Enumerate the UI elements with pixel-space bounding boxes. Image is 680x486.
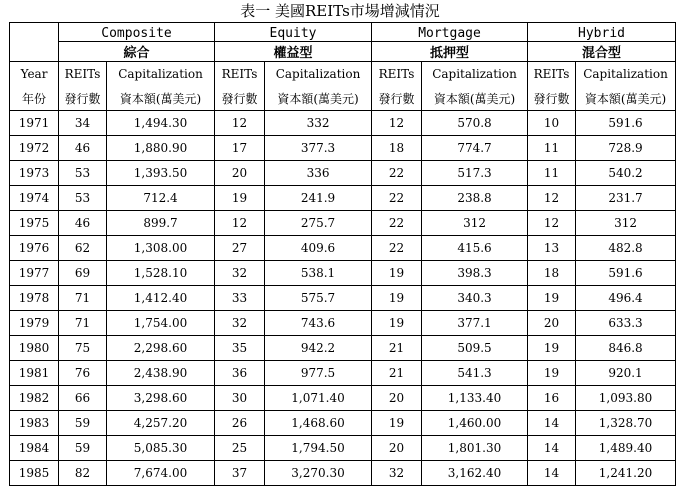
- value-cell: 12: [372, 111, 422, 136]
- value-cell: 712.4: [107, 186, 215, 211]
- value-cell: 2,438.90: [107, 361, 215, 386]
- value-cell: 774.7: [422, 136, 528, 161]
- header-cap: Capitalization: [576, 62, 676, 87]
- value-cell: 538.1: [265, 261, 372, 286]
- category-composite-zh: 綜合: [59, 42, 215, 62]
- value-cell: 19: [372, 261, 422, 286]
- value-cell: 59: [59, 436, 107, 461]
- value-cell: 633.3: [576, 311, 676, 336]
- value-cell: 19: [372, 411, 422, 436]
- value-cell: 743.6: [265, 311, 372, 336]
- value-cell: 37: [215, 461, 265, 486]
- value-cell: 377.1: [422, 311, 528, 336]
- value-cell: 540.2: [576, 161, 676, 186]
- header-year: Year: [10, 62, 59, 87]
- value-cell: 69: [59, 261, 107, 286]
- value-cell: 19: [372, 311, 422, 336]
- table-row: [10, 111, 676, 136]
- table-row: [10, 286, 676, 311]
- value-cell: 75: [59, 336, 107, 361]
- value-cell: 34: [59, 111, 107, 136]
- value-cell: 728.9: [576, 136, 676, 161]
- value-cell: 312: [422, 211, 528, 236]
- value-cell: 14: [528, 436, 576, 461]
- reits-table: [9, 22, 676, 486]
- header-reits: REITs: [59, 62, 107, 87]
- value-cell: 920.1: [576, 361, 676, 386]
- header-cap-zh: 資本額(萬美元): [265, 86, 372, 111]
- value-cell: 509.5: [422, 336, 528, 361]
- year-cell: 1985: [10, 461, 59, 486]
- year-cell: 1972: [10, 136, 59, 161]
- value-cell: 27: [215, 236, 265, 261]
- value-cell: 33: [215, 286, 265, 311]
- value-cell: 1,133.40: [422, 386, 528, 411]
- value-cell: 275.7: [265, 211, 372, 236]
- value-cell: 541.3: [422, 361, 528, 386]
- year-cell: 1983: [10, 411, 59, 436]
- header-reits: REITs: [528, 62, 576, 87]
- header-cap-zh: 資本額(萬美元): [576, 86, 676, 111]
- value-cell: 11: [528, 161, 576, 186]
- value-cell: 1,093.80: [576, 386, 676, 411]
- table-title: 表一 美國REITs市場增減情況: [240, 2, 440, 20]
- corner-cell: [10, 23, 59, 62]
- value-cell: 899.7: [107, 211, 215, 236]
- value-cell: 14: [528, 411, 576, 436]
- year-cell: 1980: [10, 336, 59, 361]
- value-cell: 241.9: [265, 186, 372, 211]
- table-row: [10, 211, 676, 236]
- table-row: [10, 261, 676, 286]
- value-cell: 1,468.60: [265, 411, 372, 436]
- value-cell: 4,257.20: [107, 411, 215, 436]
- value-cell: 12: [215, 211, 265, 236]
- value-cell: 1,241.20: [576, 461, 676, 486]
- year-cell: 1973: [10, 161, 59, 186]
- value-cell: 22: [372, 236, 422, 261]
- value-cell: 36: [215, 361, 265, 386]
- header-cap-zh: 資本額(萬美元): [107, 86, 215, 111]
- table-row: [10, 436, 676, 461]
- value-cell: 30: [215, 386, 265, 411]
- year-cell: 1978: [10, 286, 59, 311]
- value-cell: 5,085.30: [107, 436, 215, 461]
- value-cell: 415.6: [422, 236, 528, 261]
- value-cell: 591.6: [576, 261, 676, 286]
- value-cell: 238.8: [422, 186, 528, 211]
- value-cell: 32: [215, 311, 265, 336]
- value-cell: 2,298.60: [107, 336, 215, 361]
- category-equity: Equity: [215, 23, 372, 42]
- value-cell: 231.7: [576, 186, 676, 211]
- value-cell: 1,794.50: [265, 436, 372, 461]
- value-cell: 20: [215, 161, 265, 186]
- value-cell: 22: [372, 211, 422, 236]
- category-composite: Composite: [59, 23, 215, 42]
- header-cap: Capitalization: [265, 62, 372, 87]
- category-equity-zh: 權益型: [215, 42, 372, 62]
- value-cell: 1,801.30: [422, 436, 528, 461]
- year-cell: 1982: [10, 386, 59, 411]
- value-cell: 482.8: [576, 236, 676, 261]
- value-cell: 46: [59, 211, 107, 236]
- header-reits-zh: 發行數: [528, 86, 576, 111]
- value-cell: 496.4: [576, 286, 676, 311]
- value-cell: 332: [265, 111, 372, 136]
- header-reits: REITs: [372, 62, 422, 87]
- year-cell: 1984: [10, 436, 59, 461]
- value-cell: 11: [528, 136, 576, 161]
- value-cell: 1,494.30: [107, 111, 215, 136]
- value-cell: 1,308.00: [107, 236, 215, 261]
- value-cell: 17: [215, 136, 265, 161]
- value-cell: 66: [59, 386, 107, 411]
- value-cell: 13: [528, 236, 576, 261]
- value-cell: 25: [215, 436, 265, 461]
- value-cell: 3,270.30: [265, 461, 372, 486]
- value-cell: 977.5: [265, 361, 372, 386]
- year-cell: 1975: [10, 211, 59, 236]
- value-cell: 846.8: [576, 336, 676, 361]
- value-cell: 1,880.90: [107, 136, 215, 161]
- value-cell: 18: [528, 261, 576, 286]
- value-cell: 32: [215, 261, 265, 286]
- table-body: [10, 111, 676, 486]
- value-cell: 3,298.60: [107, 386, 215, 411]
- value-cell: 517.3: [422, 161, 528, 186]
- value-cell: 19: [528, 286, 576, 311]
- year-cell: 1979: [10, 311, 59, 336]
- header-reits-zh: 發行數: [59, 86, 107, 111]
- header-cap-zh: 資本額(萬美元): [422, 86, 528, 111]
- value-cell: 12: [215, 111, 265, 136]
- value-cell: 71: [59, 311, 107, 336]
- value-cell: 53: [59, 186, 107, 211]
- table-row: [10, 186, 676, 211]
- header-reits: REITs: [215, 62, 265, 87]
- category-hybrid: Hybrid: [528, 23, 676, 42]
- category-mortgage: Mortgage: [372, 23, 528, 42]
- value-cell: 19: [528, 361, 576, 386]
- value-cell: 18: [372, 136, 422, 161]
- value-cell: 21: [372, 336, 422, 361]
- header-year-zh: 年份: [10, 86, 59, 111]
- value-cell: 575.7: [265, 286, 372, 311]
- value-cell: 20: [372, 386, 422, 411]
- value-cell: 398.3: [422, 261, 528, 286]
- value-cell: 1,754.00: [107, 311, 215, 336]
- value-cell: 591.6: [576, 111, 676, 136]
- category-hybrid-zh: 混合型: [528, 42, 676, 62]
- header-reits-zh: 發行數: [372, 86, 422, 111]
- value-cell: 1,393.50: [107, 161, 215, 186]
- value-cell: 336: [265, 161, 372, 186]
- value-cell: 53: [59, 161, 107, 186]
- value-cell: 20: [528, 311, 576, 336]
- value-cell: 1,489.40: [576, 436, 676, 461]
- year-cell: 1971: [10, 111, 59, 136]
- value-cell: 570.8: [422, 111, 528, 136]
- table-row: [10, 336, 676, 361]
- category-mortgage-zh: 抵押型: [372, 42, 528, 62]
- value-cell: 20: [372, 436, 422, 461]
- value-cell: 1,071.40: [265, 386, 372, 411]
- value-cell: 312: [576, 211, 676, 236]
- value-cell: 76: [59, 361, 107, 386]
- value-cell: 10: [528, 111, 576, 136]
- value-cell: 22: [372, 161, 422, 186]
- header-reits-zh: 發行數: [215, 86, 265, 111]
- value-cell: 14: [528, 461, 576, 486]
- value-cell: 19: [372, 286, 422, 311]
- value-cell: 62: [59, 236, 107, 261]
- value-cell: 942.2: [265, 336, 372, 361]
- value-cell: 1,460.00: [422, 411, 528, 436]
- value-cell: 1,328.70: [576, 411, 676, 436]
- value-cell: 7,674.00: [107, 461, 215, 486]
- header-cap: Capitalization: [107, 62, 215, 87]
- table-row: [10, 161, 676, 186]
- year-cell: 1977: [10, 261, 59, 286]
- value-cell: 1,412.40: [107, 286, 215, 311]
- value-cell: 82: [59, 461, 107, 486]
- year-cell: 1976: [10, 236, 59, 261]
- value-cell: 340.3: [422, 286, 528, 311]
- value-cell: 19: [215, 186, 265, 211]
- year-cell: 1981: [10, 361, 59, 386]
- table-row: [10, 236, 676, 261]
- value-cell: 46: [59, 136, 107, 161]
- value-cell: 22: [372, 186, 422, 211]
- value-cell: 377.3: [265, 136, 372, 161]
- value-cell: 26: [215, 411, 265, 436]
- value-cell: 59: [59, 411, 107, 436]
- table-row: [10, 311, 676, 336]
- table-row: [10, 386, 676, 411]
- table-row: [10, 136, 676, 161]
- table-row: [10, 411, 676, 436]
- value-cell: 21: [372, 361, 422, 386]
- table-row: [10, 361, 676, 386]
- table-row: [10, 461, 676, 486]
- value-cell: 3,162.40: [422, 461, 528, 486]
- value-cell: 35: [215, 336, 265, 361]
- value-cell: 12: [528, 186, 576, 211]
- value-cell: 16: [528, 386, 576, 411]
- value-cell: 1,528.10: [107, 261, 215, 286]
- value-cell: 12: [528, 211, 576, 236]
- year-cell: 1974: [10, 186, 59, 211]
- value-cell: 19: [528, 336, 576, 361]
- header-cap: Capitalization: [422, 62, 528, 87]
- value-cell: 71: [59, 286, 107, 311]
- value-cell: 32: [372, 461, 422, 486]
- value-cell: 409.6: [265, 236, 372, 261]
